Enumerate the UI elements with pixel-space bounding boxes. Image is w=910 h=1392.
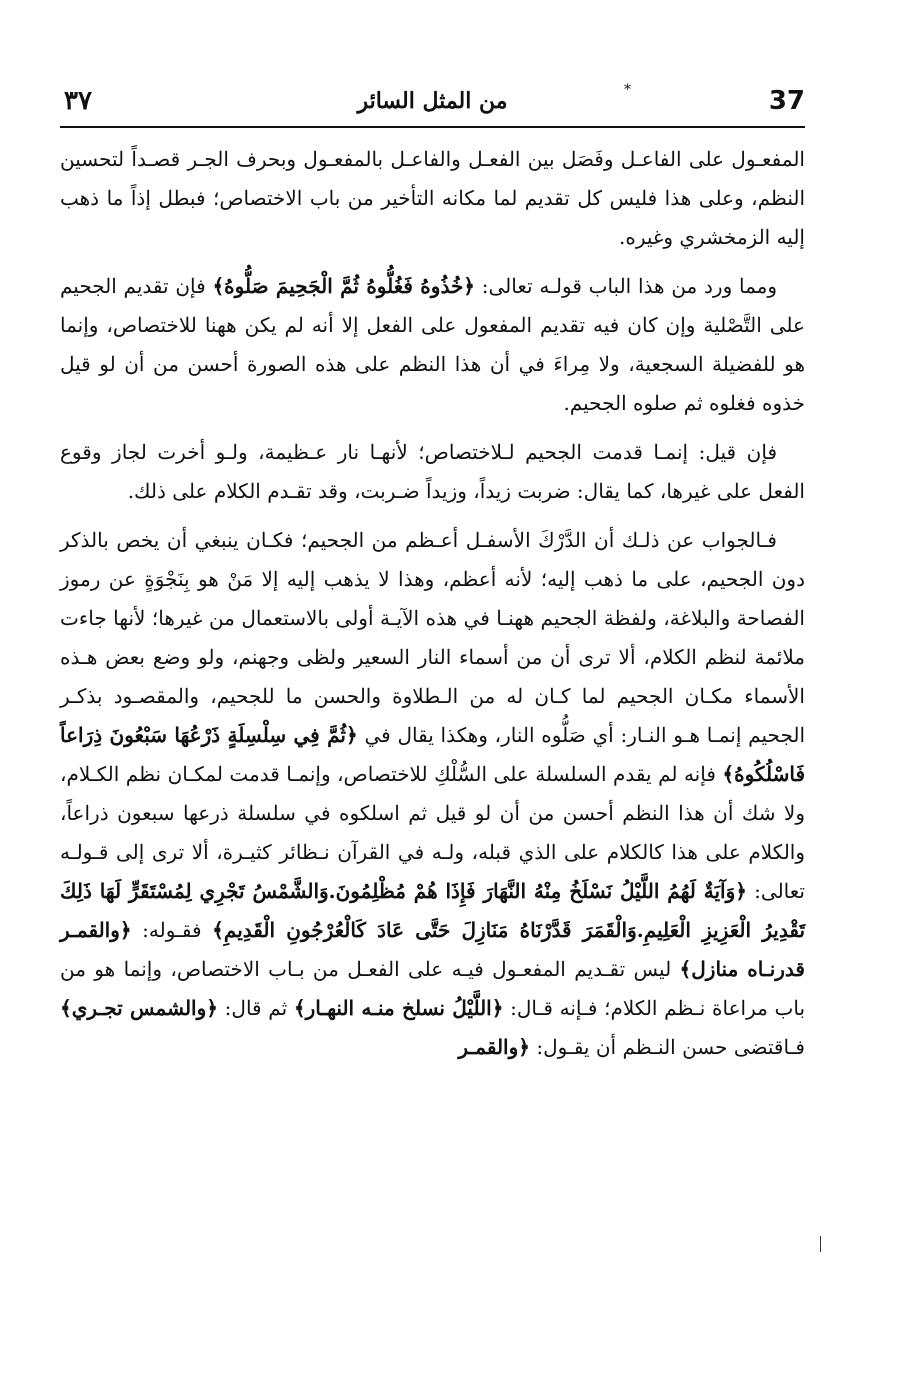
running-title: من المثل السائر [357, 88, 508, 114]
header-star: * [624, 82, 631, 98]
text-segment: فقـوله: [131, 918, 213, 942]
quran-verse: ﴿اللَّيْلُ نسلخ منـه النهـار﴾ [293, 996, 504, 1020]
text-segment: فإن تقديم الجحيم على التَّصْلية وإن كان فيه تقديم المفعول على الفعل إلا أنه لم يكن ههنا للاختصاص، وإنما هو للفضيلة السجعية، ولا مِراءَ في أن هذا النظم على هذه الصورة أحسن من أن لو قيل خذوه فغلوه ثم صلوه الجحيم. [60, 274, 805, 415]
quran-verse: ﴿ثُمَّ فِي سِلْسِلَةٍ ذَرْعُهَا سَبْعُونَ ذِرَاعاً فَاسْلُكُوهُ﴾ [60, 723, 805, 786]
header-rule [60, 126, 805, 128]
text-segment: فـاقتضى حسن النـظم أن يقـول: [530, 1035, 805, 1059]
quran-verse: ﴿والقمـر قدرنـاه منازل﴾ [60, 918, 805, 981]
quran-verse: ﴿والشمس تجـري﴾ [60, 996, 218, 1020]
quran-verse: ﴿وَآيَةٌ لَهُمُ اللَّيْلُ نَسْلَخُ مِنْهُ النَّهَارَ فَإِذَا هُمْ مُظْلِمُونَ.وَالشَّمْسُ تَجْرِي لِمُسْتَقَرٍّ لَهَا ذَلِكَ تَقْدِيرُ الْعَزِيزِ الْعَلِيمِ.وَالْقَمَرَ قَدَّرْنَاهُ مَنَازِلَ حَتَّى عَادَ كَالْعُرْجُونِ الْقَدِيمِ﴾ [60, 879, 806, 942]
body-text [60, 140, 805, 1067]
quran-verse: ﴿خُذُوهُ فَغُلُّوهُ ثُمَّ الْجَحِيمَ صَلُّوهُ﴾ [212, 274, 476, 298]
text-segment: فـالجواب عن ذلـك أن الدَّرْكَ الأسفـل أعـظم من الجحيم؛ فكـان ينبغي أن يخص بالذكر دون الجحيم، على ما ذهب إليه؛ لأنه أعظم، وهذا لا يذهب إليه إلا مَنْ هو بِنَجْوَةٍ عن رموز الفصاحة والبلاغة، ولفظة الجحيم ههنـا في هذه الآيـة أولى بالاستعمال من غيرها؛ لأنها جاءت ملائمة لنظم الكلام، ألا ترى أن من أسماء النار السعير ولظى وجهنم، ولو وضع بعض هـذه الأسماء مكـان الجحيم لما كـان له من الـطلاوة والحسن ما للجحيم، والمقصـود بذكـر الجحيم إنمـا هـو النـار: أي صَلُّوه النار، وهكذا يقال في [60, 528, 806, 747]
margin-mark [820, 1236, 821, 1252]
text-segment: ومما ورد من هذا الباب قولـه تعالى: [475, 274, 777, 298]
running-header [60, 84, 805, 124]
paragraph [60, 140, 805, 257]
text-segment: فإنه لم يقدم السلسلة على السُّلْكِ للاختصاص، وإنمـا قدمت لمكـان نظم الكـلام، ولا شك أن هذا النظم أحسن من أن لو قيل ثم اسلكوه في سلسلة ذرعها سبعون ذراعاً، والكلام على هذا كالكلام على الذي قبله، ولـه في القرآن نـظائر كثيـرة، ألا ترى إلى قـولـه تعالى: [60, 762, 805, 903]
text-segment: المفعـول على الفاعـل وفَصَل بين الفعـل والفاعـل بالمفعـول وبحرف الجـر قصـداً لتحسين النظم، وعلى هذا فليس كل تقديم لما مكانه التأخير من باب الاختصاص؛ فبطل إذاً ما ذهب إليه الزمخشري وغيره. [60, 147, 805, 249]
text-segment: فإن قيل: إنمـا قدمت الجحيم لـلاختصاص؛ لأنهـا نار عـظيمة، ولـو أخرت لجاز وقوع الفعل على غيرها، كما يقال: ضربت زيداً، وزيداً ضـربت، وقد تقـدم الكلام على ذلك. [60, 440, 805, 503]
page-number-latin: 37 [768, 86, 805, 116]
paragraph [60, 521, 805, 1067]
paragraph [60, 267, 805, 423]
text-segment: ثم قال: [217, 996, 294, 1020]
page-number-arabic: ٣٧ [64, 86, 92, 116]
text-segment: ليس تقـديم المفعـول فيـه على الفعـل من بـاب الاختصاص، وإنما هو من باب مراعاة نـظم الكلام؛ فـإنه قـال: [60, 957, 806, 1020]
paragraph [60, 433, 805, 511]
quran-verse: ﴿والقمـر [458, 1035, 530, 1059]
